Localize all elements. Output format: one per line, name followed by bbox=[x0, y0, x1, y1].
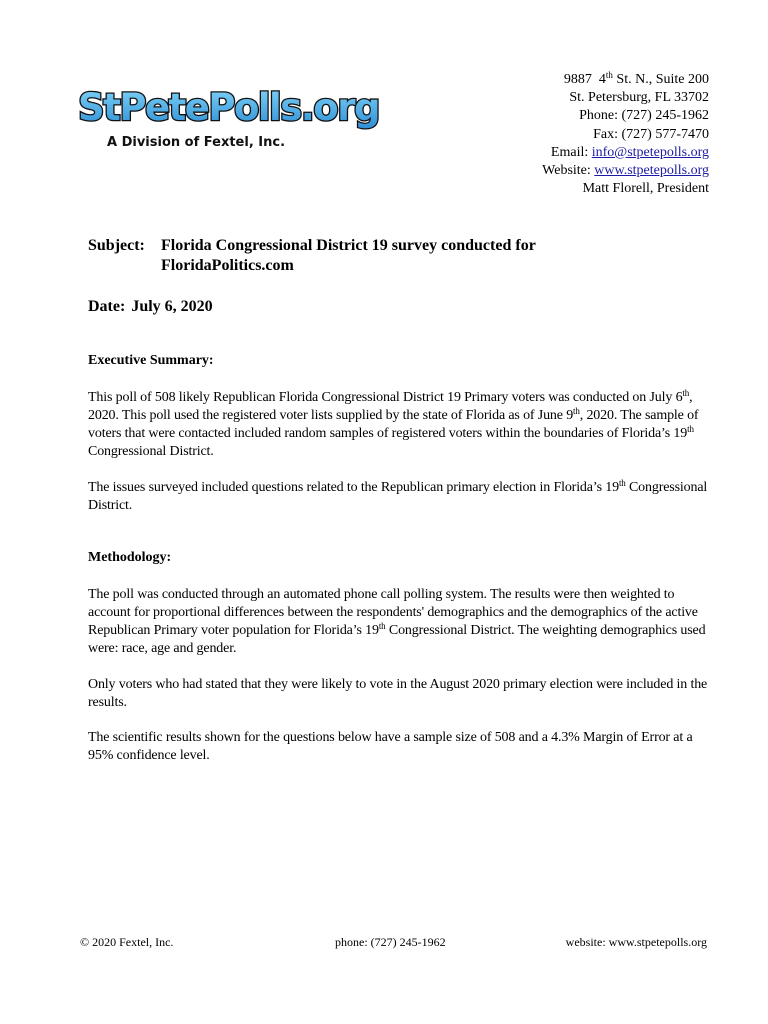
phone-line: Phone: (727) 245-1962 bbox=[579, 108, 709, 124]
subject-line-1: Florida Congressional District 19 survey conducted for bbox=[161, 237, 536, 254]
street-address: 9887 4th St. N., Suite 200 bbox=[563, 70, 709, 87]
executive-summary-heading: Executive Summary: bbox=[88, 353, 214, 368]
methodology-heading: Methodology: bbox=[88, 550, 172, 565]
subject-heading bbox=[88, 236, 536, 276]
website-line: Website: www.stpetepolls.org bbox=[542, 163, 709, 179]
methodology-paragraph-2: Only voters who had stated that they were likely to vote in the August 2020 primary election were included in the results. bbox=[88, 677, 708, 710]
company-logo bbox=[64, 60, 379, 180]
executive-summary-paragraph-1: This poll of 508 likely Republican Florida Congressional District 19 Primary voters was conducted on July 6th, 2020. This poll used the registered voter lists supplied by the state of Florida as of June 9th, 2020. The sample of voters that were contacted included random samples of registered voters within the boundaries of Florida’s 19th Congressional District. bbox=[88, 388, 699, 459]
logo-tagline: A Division of Fextel, Inc. bbox=[107, 135, 286, 150]
stpetepolls-logo-graphic bbox=[64, 60, 379, 180]
subject-line-2: FloridaPolitics.com bbox=[161, 257, 294, 274]
date-label: Date: bbox=[88, 298, 126, 315]
footer-phone: phone: (727) 245-1962 bbox=[335, 935, 446, 949]
city-line: St. Petersburg, FL 33702 bbox=[569, 90, 709, 106]
subject-label: Subject: bbox=[88, 237, 145, 254]
footer-copyright: © 2020 Fextel, Inc. bbox=[80, 935, 174, 949]
president-line: Matt Florell, President bbox=[582, 181, 709, 197]
methodology-paragraph-1: The poll was conducted through an automated phone call polling system. The results were then weighted to account for proportional differences between the respondents' demographics and the demographics of the active Republican Primary voter population for Florida’s 19th Congressional District. The weighting demographics used were: race, age and gender. bbox=[88, 587, 706, 656]
executive-summary-paragraph-2: The issues surveyed included questions related to the Republican primary election in Florida’s 19th Congressional District. bbox=[88, 478, 708, 513]
methodology-paragraph-3: The scientific results shown for the questions below have a sample size of 508 and a 4.3% Margin of Error at a 95% confidence level. bbox=[88, 730, 693, 763]
contact-address-block bbox=[542, 71, 709, 198]
fax-line: Fax: (727) 577-7470 bbox=[593, 126, 709, 142]
website-link[interactable]: www.stpetepolls.org bbox=[594, 163, 709, 179]
document-date bbox=[88, 298, 213, 316]
email-line: Email: info@stpetepolls.org bbox=[550, 144, 709, 160]
email-link[interactable]: info@stpetepolls.org bbox=[591, 144, 709, 160]
logo-wordmark: StPetePolls.org bbox=[78, 86, 379, 129]
date-value: July 6, 2020 bbox=[131, 298, 213, 315]
footer-website: website: www.stpetepolls.org bbox=[565, 935, 707, 949]
